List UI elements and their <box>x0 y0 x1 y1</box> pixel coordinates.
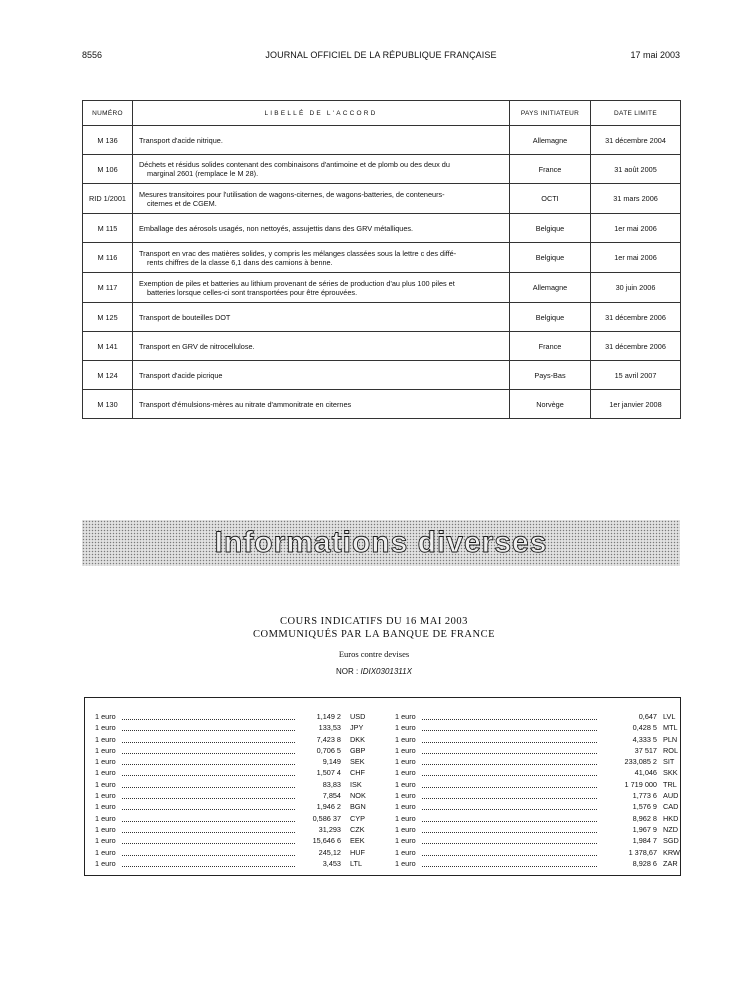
agreement-label <box>133 332 510 361</box>
nor-label: NOR : <box>336 667 359 676</box>
rate-label: 1 euro <box>95 836 116 846</box>
rate-label: 1 euro <box>395 745 416 755</box>
agreement-label-line: rents chiffres de la classe 6,1 dans des camions à benne. <box>147 257 333 267</box>
rate-value: 7,854 <box>322 791 341 801</box>
exchange-rate-row <box>395 734 678 745</box>
dot-leader <box>422 865 597 867</box>
dot-leader <box>122 808 295 810</box>
dot-leader <box>422 831 597 833</box>
agreement-deadline: 31 décembre 2006 <box>591 332 681 361</box>
rate-value: 245,12 <box>318 847 341 857</box>
table-row <box>83 303 681 332</box>
agreement-number: M 130 <box>83 390 133 419</box>
agreement-country: Belgique <box>510 243 591 273</box>
currency-code: CZK <box>350 824 365 834</box>
rate-value: 41,046 <box>634 768 657 778</box>
agreement-number: M 117 <box>83 273 133 303</box>
rate-value: 0,647 <box>638 712 657 721</box>
table-row <box>83 390 681 419</box>
exchange-rate-row <box>95 722 380 733</box>
rate-label: 1 euro <box>395 779 416 789</box>
agreement-label-line: Transport d'acide picrique <box>139 370 223 380</box>
exchange-rate-row <box>395 858 678 869</box>
currency-code: CHF <box>350 768 365 778</box>
exchange-rates-title-line1: COURS INDICATIFS DU 16 MAI 2003 <box>280 616 468 627</box>
agreement-label-line: Transport d'émulsions-mères au nitrate d'ammonitrate en citernes <box>139 399 352 409</box>
rate-label: 1 euro <box>95 824 116 834</box>
rate-value: 1,507 4 <box>316 768 341 778</box>
exchange-rate-row <box>95 767 380 778</box>
rate-value: 133,53 <box>318 723 341 733</box>
exchange-rate-row <box>395 779 675 790</box>
agreement-label <box>133 361 510 390</box>
table-header-row <box>83 101 681 126</box>
agreement-deadline: 31 décembre 2004 <box>591 126 681 155</box>
currency-code: HUF <box>350 847 365 857</box>
table-row <box>83 126 681 155</box>
rate-value: 37 517 <box>634 745 657 755</box>
rate-label: 1 euro <box>95 757 116 767</box>
exchange-rates-subtitle: Euros contre devises <box>338 649 410 659</box>
exchange-rate-row <box>395 813 679 824</box>
rate-label: 1 euro <box>395 858 416 868</box>
rate-value: 15,646 6 <box>312 836 341 846</box>
agreement-label <box>133 243 510 273</box>
agreement-country: Norvège <box>510 390 591 419</box>
rate-value: 1,946 2 <box>316 802 341 812</box>
rate-label: 1 euro <box>395 824 416 834</box>
dot-leader <box>122 831 295 833</box>
rate-value: 1 719 000 <box>624 779 657 789</box>
agreement-number: RID 1/2001 <box>83 184 133 214</box>
currency-code: GBP <box>350 745 366 755</box>
nor-reference <box>0 666 748 677</box>
dot-leader <box>122 820 295 822</box>
agreement-country: France <box>510 332 591 361</box>
section-banner-title: Informations diverses <box>214 526 548 559</box>
exchange-rate-row <box>395 722 678 733</box>
agreement-number: M 124 <box>83 361 133 390</box>
rate-label: 1 euro <box>395 802 416 812</box>
dot-leader <box>422 854 597 856</box>
dot-leader <box>122 797 295 799</box>
table-row <box>83 184 681 214</box>
agreement-deadline: 1er janvier 2008 <box>591 390 681 419</box>
agreement-label-line: batteries lorsque celles-ci sont transportées pour être éprouvées. <box>147 287 358 297</box>
rate-label: 1 euro <box>395 791 416 801</box>
currency-code: USD <box>350 712 366 721</box>
agreement-label-line: Emballage des aérosols usagés, non nettoyés, assujettis dans des GRV métalliques. <box>139 223 414 233</box>
agreement-number: M 136 <box>83 126 133 155</box>
agreement-number: M 125 <box>83 303 133 332</box>
currency-code: SIT <box>663 757 675 767</box>
exchange-rates-heading <box>0 615 748 677</box>
dot-leader <box>122 854 295 856</box>
rate-value: 1 378,67 <box>628 847 657 857</box>
agreement-label-line: Déchets et résidus solides contenant des combinaisons d'antimoine et de plomb ou des deux du <box>139 160 450 169</box>
rate-label: 1 euro <box>95 768 116 778</box>
dot-leader <box>422 763 597 765</box>
rate-value: 7,423 8 <box>316 734 341 744</box>
rate-value: 8,962 8 <box>632 813 657 823</box>
rate-value: 8,928 6 <box>632 858 657 868</box>
exchange-rates-box <box>84 697 681 876</box>
agreement-country: France <box>510 155 591 184</box>
exchange-rate-row <box>395 790 679 801</box>
currency-code: JPY <box>350 723 364 733</box>
currency-code: MTL <box>663 723 678 733</box>
rate-label: 1 euro <box>395 712 416 721</box>
exchange-rate-row <box>395 824 678 835</box>
rate-label: 1 euro <box>95 858 116 868</box>
exchange-rate-row <box>95 734 380 745</box>
rate-label: 1 euro <box>95 813 116 823</box>
rate-value: 233,085 2 <box>624 757 657 767</box>
rate-value: 1,984 7 <box>632 836 657 846</box>
dot-leader <box>122 752 295 754</box>
exchange-rate-row <box>95 779 380 790</box>
rate-value: 1,576 9 <box>632 802 657 812</box>
agreement-label-line: citernes et de CGEM. <box>147 198 217 208</box>
section-banner <box>82 520 680 566</box>
table-row <box>83 214 681 243</box>
agreement-number: M 116 <box>83 243 133 273</box>
dot-leader <box>422 741 597 743</box>
currency-code: SKK <box>663 768 678 778</box>
dot-leader <box>422 774 597 776</box>
exchange-rate-row <box>95 824 380 835</box>
rate-label: 1 euro <box>95 802 116 812</box>
table-row <box>83 273 681 303</box>
dot-leader <box>422 718 597 720</box>
currency-code: SEK <box>350 757 365 767</box>
rate-value: 83,83 <box>322 779 341 789</box>
rate-value: 9,149 <box>322 757 341 767</box>
exchange-rate-row <box>395 767 678 778</box>
rate-value: 0,586 37 <box>312 813 341 823</box>
agreement-label-line: Mesures transitoires pour l'utilisation de wagons-citernes, de wagons-batteries, de conteneurs- <box>139 189 445 199</box>
rate-value: 1,149 2 <box>316 712 341 721</box>
agreement-deadline: 30 juin 2006 <box>591 273 681 303</box>
rate-label: 1 euro <box>95 847 116 857</box>
rate-value: 0,428 5 <box>632 723 657 733</box>
nor-value: IDIX0301311X <box>360 667 412 676</box>
rate-label: 1 euro <box>395 757 416 767</box>
agreements-table <box>82 100 681 419</box>
rate-value: 0,706 5 <box>316 745 341 755</box>
rate-value: 1,773 6 <box>632 791 657 801</box>
dot-leader <box>122 865 295 867</box>
column-header-date: DATE LIMITE <box>591 101 681 126</box>
dot-leader <box>122 774 295 776</box>
currency-code: BGN <box>350 802 366 812</box>
agreement-number: M 115 <box>83 214 133 243</box>
dot-leader <box>122 729 295 731</box>
agreement-label <box>133 126 510 155</box>
currency-code: ISK <box>350 779 362 789</box>
dot-leader <box>122 842 295 844</box>
agreement-deadline: 1er mai 2006 <box>591 243 681 273</box>
dot-leader <box>422 842 597 844</box>
rate-label: 1 euro <box>95 791 116 801</box>
exchange-rates-title-line2: COMMUNIQUÉS PAR LA BANQUE DE FRANCE <box>252 629 495 640</box>
dot-leader <box>422 820 597 822</box>
exchange-rate-row <box>95 790 380 801</box>
rate-label: 1 euro <box>395 723 416 733</box>
currency-code: TRL <box>663 779 677 789</box>
agreement-label-line: Transport de bouteilles DOT <box>139 312 231 322</box>
rate-value: 3,453 <box>322 858 341 868</box>
agreement-country: Belgique <box>510 303 591 332</box>
agreement-deadline: 31 décembre 2006 <box>591 303 681 332</box>
exchange-rate-row <box>395 756 675 767</box>
exchange-rate-row <box>395 847 680 858</box>
dot-leader <box>422 808 597 810</box>
agreement-label <box>133 303 510 332</box>
exchange-rate-row <box>95 745 380 756</box>
issue-date: 17 mai 2003 <box>630 50 680 60</box>
page-header <box>82 50 680 64</box>
exchange-rates-left-column <box>95 711 380 869</box>
exchange-rate-row <box>95 801 380 812</box>
currency-code: NOK <box>350 791 366 801</box>
table-row <box>83 155 681 184</box>
agreement-label <box>133 184 510 214</box>
agreement-label <box>133 214 510 243</box>
rate-value: 1,967 9 <box>632 824 657 834</box>
dot-leader <box>422 729 597 731</box>
column-header-pays: PAYS INITIATEUR <box>510 101 591 126</box>
rate-label: 1 euro <box>395 734 416 744</box>
column-header-libelle: LIBELLÉ DE L'ACCORD <box>133 101 510 126</box>
agreement-label <box>133 273 510 303</box>
rate-value: 31,293 <box>318 824 341 834</box>
rate-label: 1 euro <box>395 847 416 857</box>
exchange-rate-row <box>95 847 380 858</box>
agreement-label <box>133 155 510 184</box>
currency-code: EEK <box>350 836 365 846</box>
exchange-rate-row <box>95 858 380 869</box>
dot-leader <box>422 797 597 799</box>
agreement-label-line: Exemption de piles et batteries au lithium provenant de séries de production d'au plus 100 piles et <box>139 278 455 288</box>
rate-label: 1 euro <box>95 723 116 733</box>
dot-leader <box>122 718 295 720</box>
currency-code: LTL <box>350 858 363 868</box>
agreement-label-line: Transport en GRV de nitrocellulose. <box>139 341 255 351</box>
agreement-deadline: 31 août 2005 <box>591 155 681 184</box>
exchange-rate-row <box>395 835 679 846</box>
exchange-rate-row <box>95 756 380 767</box>
currency-code: AUD <box>663 791 679 801</box>
currency-code: DKK <box>350 734 366 744</box>
table-row <box>83 332 681 361</box>
currency-code: KRW <box>663 847 680 857</box>
exchange-rate-row <box>395 711 675 722</box>
agreement-deadline: 15 avril 2007 <box>591 361 681 390</box>
agreement-deadline: 31 mars 2006 <box>591 184 681 214</box>
column-header-numero: NUMÉRO <box>83 101 133 126</box>
exchange-rate-row <box>95 813 380 824</box>
agreement-number: M 141 <box>83 332 133 361</box>
exchange-rate-row <box>395 745 679 756</box>
agreement-country: OCTI <box>510 184 591 214</box>
currency-code: LVL <box>663 712 676 721</box>
currency-code: PLN <box>663 734 678 744</box>
agreement-country: Allemagne <box>510 273 591 303</box>
rate-label: 1 euro <box>95 779 116 789</box>
journal-title: JOURNAL OFFICIEL DE LA RÉPUBLIQUE FRANÇAISE <box>265 50 497 60</box>
rate-label: 1 euro <box>95 745 116 755</box>
rate-label: 1 euro <box>395 813 416 823</box>
exchange-rates-right-column <box>395 711 680 869</box>
agreement-label <box>133 390 510 419</box>
rate-label: 1 euro <box>395 836 416 846</box>
dot-leader <box>122 763 295 765</box>
exchange-rate-row <box>95 711 380 722</box>
agreement-label-line: Transport d'acide nitrique. <box>139 135 223 145</box>
agreement-label-line: marginal 2601 (remplace le M 28). <box>147 169 259 178</box>
rate-value: 4,333 5 <box>632 734 657 744</box>
agreement-deadline: 1er mai 2006 <box>591 214 681 243</box>
exchange-rate-row <box>95 835 380 846</box>
dot-leader <box>122 741 295 743</box>
dot-leader <box>422 752 597 754</box>
table-row <box>83 361 681 390</box>
page-number: 8556 <box>82 50 103 60</box>
agreement-label-line: Transport en vrac des matières solides, y compris les mélanges classées sous la lettre c des diffé- <box>139 248 457 258</box>
exchange-rate-row <box>395 801 679 812</box>
table-row <box>83 243 681 273</box>
currency-code: CAD <box>663 802 679 812</box>
currency-code: CYP <box>350 813 366 823</box>
currency-code: HKD <box>663 813 679 823</box>
dot-leader <box>122 786 295 788</box>
currency-code: SGD <box>663 836 679 846</box>
agreement-country: Pays-Bas <box>510 361 591 390</box>
currency-code: ZAR <box>663 858 678 868</box>
agreement-country: Allemagne <box>510 126 591 155</box>
currency-code: ROL <box>663 745 679 755</box>
agreement-number: M 106 <box>83 155 133 184</box>
rate-label: 1 euro <box>95 712 116 721</box>
rate-label: 1 euro <box>395 768 416 778</box>
dot-leader <box>422 786 597 788</box>
agreement-country: Belgique <box>510 214 591 243</box>
rate-label: 1 euro <box>95 734 116 744</box>
currency-code: NZD <box>663 824 678 834</box>
